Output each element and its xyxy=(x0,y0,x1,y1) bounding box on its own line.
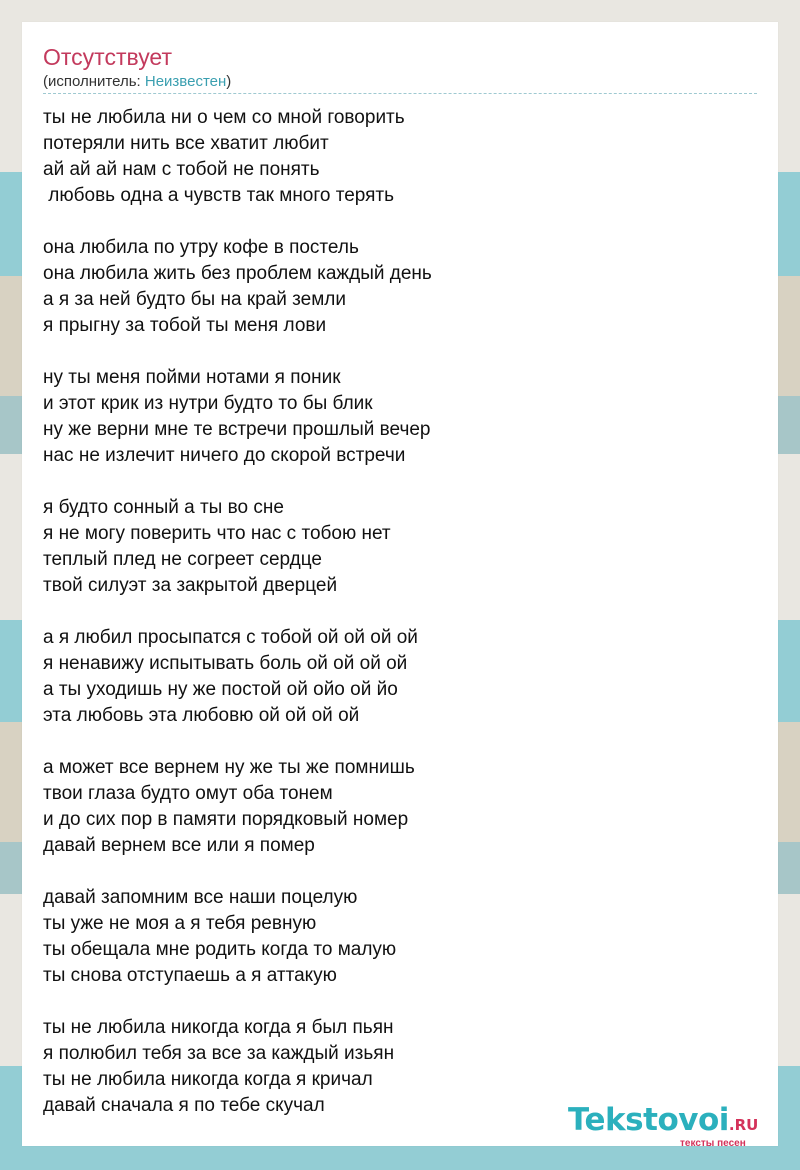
lyrics-line: ну же верни мне те встречи прошлый вечер xyxy=(43,419,431,440)
lyrics-line: твой силуэт за закрытой дверцей xyxy=(43,575,338,596)
artist-line xyxy=(43,72,231,92)
song-title: Отсутствует xyxy=(43,44,172,70)
lyrics-line: теплый плед не согреет сердце xyxy=(43,549,322,570)
lyrics-line: эта любовь эта любовю ой ой ой ой xyxy=(43,705,360,726)
lyrics-stanza xyxy=(43,755,763,859)
logo-tld: .RU xyxy=(728,1116,759,1134)
lyrics-line: а может все вернем ну же ты же помнишь xyxy=(43,757,415,778)
lyrics-line: давай вернем все или я помер xyxy=(43,835,315,856)
logo-main-text: Tekstovoi xyxy=(568,1102,729,1138)
lyrics-line: ты обещала мне родить когда то малую xyxy=(43,939,397,960)
logo-wordmark xyxy=(568,1102,758,1143)
lyrics-line: и этот крик из нутри будто то бы блик xyxy=(43,393,373,414)
lyrics-body xyxy=(43,105,763,1145)
lyrics-line: давай запомним все наши поцелую xyxy=(43,887,358,908)
lyrics-line: я полюбил тебя за все за каждый изьян xyxy=(43,1043,395,1064)
lyrics-line: а я любил просыпатся с тобой ой ой ой ой xyxy=(43,627,418,648)
lyrics-line: она любила жить без проблем каждый день xyxy=(43,263,432,284)
lyrics-stanza xyxy=(43,365,763,469)
lyrics-line: я прыгну за тобой ты меня лови xyxy=(43,315,327,336)
artist-suffix: ) xyxy=(226,73,232,90)
lyrics-line: и до сих пор в памяти порядковый номер xyxy=(43,809,409,830)
artist-link[interactable]: Неизвестен xyxy=(144,73,227,90)
lyrics-line: ты снова отступаешь а я аттакую xyxy=(43,965,337,986)
header-divider xyxy=(43,93,757,94)
artist-prefix: (исполнитель: xyxy=(43,73,145,90)
lyrics-stanza xyxy=(43,885,763,989)
lyrics-line: давай сначала я по тебе скучал xyxy=(43,1095,325,1116)
lyrics-stanza xyxy=(43,105,763,209)
lyrics-line: ну ты меня пойми нотами я поник xyxy=(43,367,341,388)
lyrics-line: твои глаза будто омут оба тонем xyxy=(43,783,333,804)
lyrics-line: любовь одна а чувств так много терять xyxy=(43,185,395,206)
lyrics-line: она любила по утру кофе в постель xyxy=(43,237,359,258)
lyrics-line: а я за ней будто бы на край земли xyxy=(43,289,346,310)
lyrics-card xyxy=(22,22,778,1149)
lyrics-stanza xyxy=(43,625,763,729)
lyrics-stanza xyxy=(43,235,763,339)
lyrics-line: а ты уходишь ну же постой ой ойо ой йо xyxy=(43,679,398,700)
lyrics-line: потеряли нить все хватит любит xyxy=(43,133,329,154)
lyrics-line: ты не любила ни о чем со мной говорить xyxy=(43,107,405,128)
lyrics-line: ай ай ай нам с тобой не понять xyxy=(43,159,320,180)
lyrics-line: ты не любила никогда когда я кричал xyxy=(43,1069,373,1090)
site-logo[interactable] xyxy=(568,1102,778,1149)
lyrics-line: нас не излечит ничего до скорой встречи xyxy=(43,445,406,466)
lyrics-line: ты уже не моя а я тебя ревную xyxy=(43,913,317,934)
lyrics-line: ты не любила никогда когда я был пьян xyxy=(43,1017,394,1038)
logo-tagline: тексты песен xyxy=(680,1138,746,1149)
lyrics-line: я не могу поверить что нас с тобою нет xyxy=(43,523,391,544)
lyrics-stanza xyxy=(43,495,763,599)
lyrics-line: я будто сонный а ты во сне xyxy=(43,497,284,518)
lyrics-line: я ненавижу испытывать боль ой ой ой ой xyxy=(43,653,408,674)
